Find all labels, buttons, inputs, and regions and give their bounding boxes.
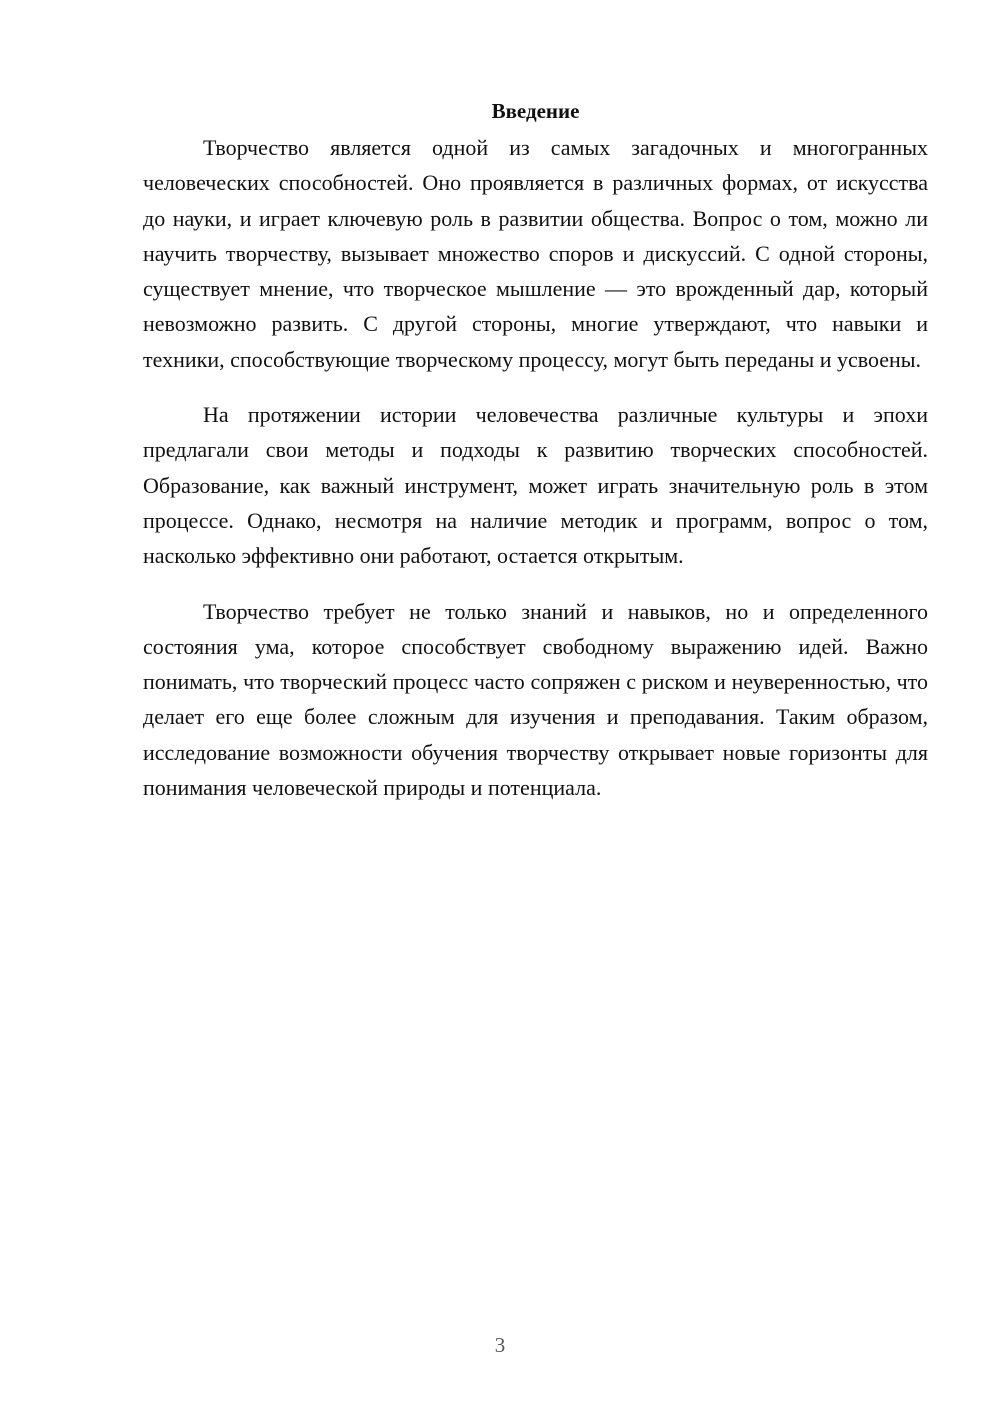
paragraph: Творчество требует не только знаний и навыков, но и определенного состояния ума, которое способствует свободному выражению идей. Важно понимать, что творческий процесс часто сопряжен с риском и неуверенностью, что делает его еще более сложным для изучения и преподавания. Таким образом, исследование возможности обучения творчеству открывает новые горизонты для понимания человеческой природы и потенциала.	[143, 598, 928, 801]
paragraph: Творчество является одной из самых загадочных и многогранных человеческих способностей. Оно проявляется в различных формах, от искусства до науки, и играет ключевую роль в развитии общества. Вопрос о том, можно ли научить творчеству, вызывает множество споров и дискуссий. С одной стороны, существует мнение, что творческое мышление — это врожденный дар, который невозможно развить. С другой стороны, многие утверждают, что навыки и техники, способствующие творческому процессу, могут быть переданы и усвоены.	[143, 135, 928, 372]
page-content	[143, 96, 928, 825]
section-heading: Введение	[491, 99, 580, 123]
paragraph: На протяжении истории человечества различные культуры и эпохи предлагали свои методы и подходы к развитию творческих способностей. Образование, как важный инструмент, может играть значительную роль в этом процессе. Однако, несмотря на наличие методик и программ, вопрос о том, насколько эффективно они работают, остается открытым.	[143, 402, 928, 569]
page-number: 3	[494, 1333, 506, 1357]
